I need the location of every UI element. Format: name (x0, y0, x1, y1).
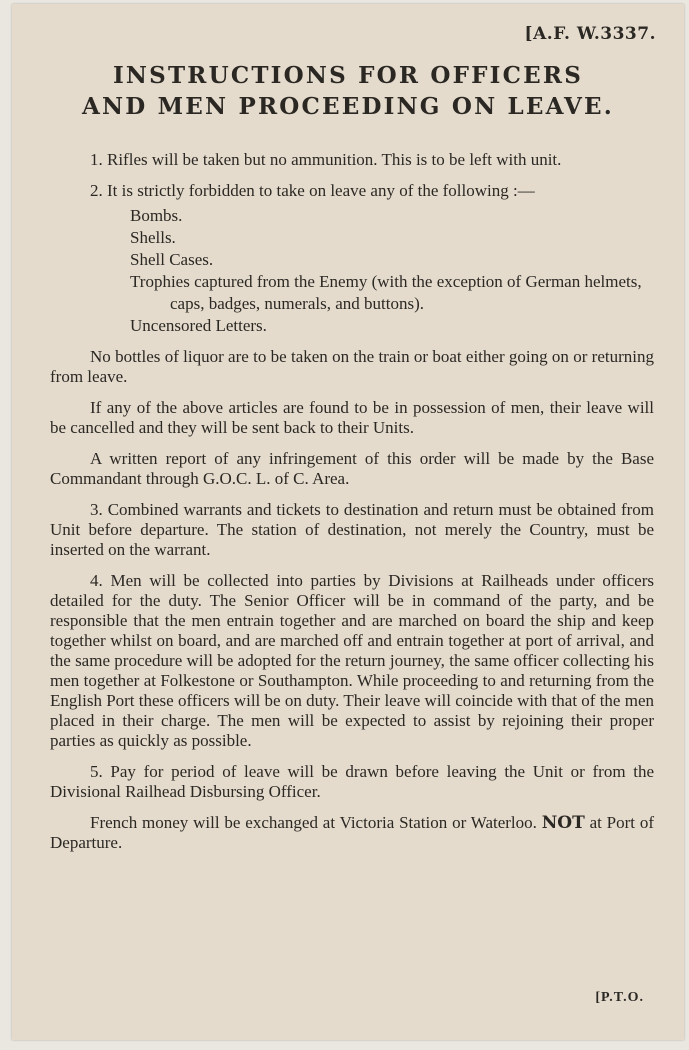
paragraph-2: 2. It is strictly forbidden to take on leave any of the following :— (90, 181, 535, 200)
paragraph-4: 4. Men will be collected into parties by Divisions at Railheads under officers detailed for the duty. The Senior Officer will be in command of the party, and be responsible that the men entrain together and are marched on board the ship and keep together whilst on board, and are marched off and entrain together at port of arrival, and the same procedure will be adopted for the return journey, the same officer collecting his men together at Folkestone or Southampton. While proceeding to and returning from the English Port these officers will be on duty. Their leave will coincide with that of the men placed in their charge. The men will be expected to assist by rejoining their proper parties as quickly as possible. (50, 571, 654, 750)
list-item: Trophies captured from the Enemy (with the exception of German helmets, caps, badges, numerals, and buttons). (130, 272, 642, 313)
list-item: Bombs. (130, 206, 183, 225)
money-text-end: at Port of Departure. (50, 813, 654, 852)
paragraph-money (50, 813, 654, 853)
leave-instructions-sheet (12, 4, 684, 1040)
paragraph-liquor: No bottles of liquor are to be taken on the train or boat either going on or returning from leave. (50, 347, 654, 386)
list-item: Uncensored Letters. (130, 316, 267, 335)
list-item: Shell Cases. (130, 250, 214, 269)
forbidden-items-list (130, 205, 654, 337)
document-body (50, 150, 654, 864)
paragraph-3: 3. Combined warrants and tickets to destination and return must be obtained from Unit before departure. The station of destination, not merely the Country, must be inserted on the warrant. (50, 500, 654, 559)
paragraph-report: A written report of any infringement of this order will be made by the Base Commandant through G.O.C. L. of C. Area. (50, 449, 654, 488)
money-text: French money will be exchanged at Victoria Station or Waterloo. (90, 813, 537, 832)
title-line-1: INSTRUCTIONS FOR OFFICERS (112, 62, 584, 89)
please-turn-over: [P.T.O. (595, 990, 644, 1005)
document-title (12, 60, 684, 122)
list-item: Shells. (130, 228, 176, 247)
paragraph-5: 5. Pay for period of leave will be drawn before leaving the Unit or from the Divisional Railhead Disbursing Officer. (50, 762, 654, 801)
paragraph-articles-found: If any of the above articles are found to be in possession of men, their leave will be cancelled and they will be sent back to their Units. (50, 398, 654, 437)
not-emphasis: NOT (541, 813, 585, 833)
paragraph-1: 1. Rifles will be taken but no ammunition. This is to be left with unit. (90, 150, 562, 169)
title-line-2: AND MEN PROCEEDING ON LEAVE. (82, 93, 614, 120)
form-reference: [A.F. W.3337. (524, 24, 656, 44)
